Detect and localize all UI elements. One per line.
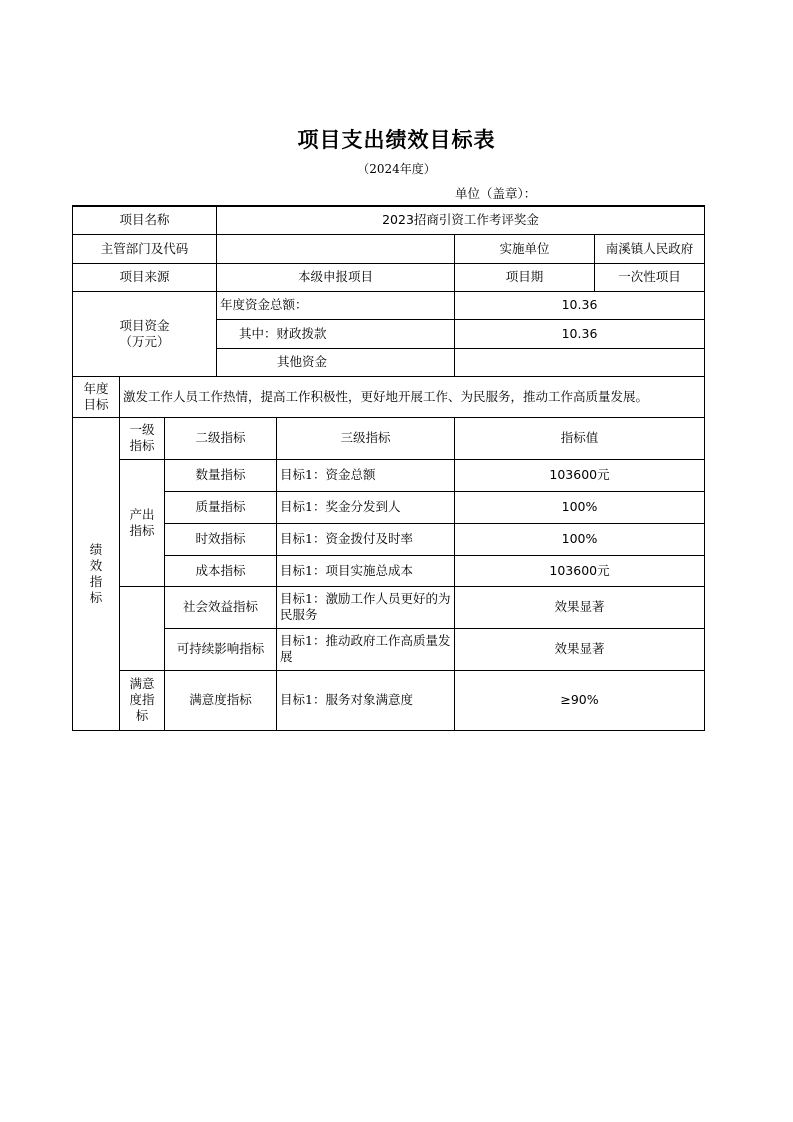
header-level1	[120, 417, 165, 459]
effect-row-level2: 可持续影响指标	[165, 628, 277, 670]
header-level1-line1: 一级	[129, 422, 155, 437]
output-row-value: 100%	[455, 523, 705, 555]
funds-other-label: 其他资金	[217, 348, 455, 376]
funds-label	[73, 291, 217, 376]
effect-indicators-label	[120, 586, 165, 670]
funds-other-value	[455, 348, 705, 376]
project-name-label: 项目名称	[73, 206, 217, 234]
source-value: 本级申报项目	[217, 263, 455, 291]
output-row-level3: 目标1：资金总额	[277, 459, 455, 491]
output-row-value: 103600元	[455, 555, 705, 586]
funds-total-label: 年度资金总额：	[217, 291, 455, 319]
satisfaction-label-line: 满意	[129, 676, 155, 691]
output-row-level2: 数量指标	[165, 459, 277, 491]
funds-label-line1: 项目资金	[119, 317, 170, 333]
satisfaction-row-level3: 目标1：服务对象满意度	[277, 670, 455, 730]
annual-goal-label	[73, 376, 120, 417]
project-name-value: 2023招商引资工作考评奖金	[217, 206, 705, 234]
output-label-line1: 产出	[129, 506, 155, 522]
funds-fiscal-label: 其中：财政拨款	[217, 319, 455, 348]
side-label-char: 效	[89, 557, 103, 573]
output-label-line2: 指标	[129, 522, 155, 538]
output-row-level3: 目标1：资金拨付及时率	[277, 523, 455, 555]
source-label: 项目来源	[73, 263, 217, 291]
period-value: 一次性项目	[595, 263, 705, 291]
period-label: 项目期	[455, 263, 595, 291]
output-row-level2: 质量指标	[165, 491, 277, 523]
side-label-char: 标	[89, 589, 103, 605]
effect-row-value: 效果显著	[455, 586, 705, 628]
header-value: 指标值	[455, 417, 705, 459]
effect-row-value: 效果显著	[455, 628, 705, 670]
output-row-value: 103600元	[455, 459, 705, 491]
side-label-char: 绩	[89, 541, 103, 557]
output-row-level3: 目标1：奖金分发到人	[277, 491, 455, 523]
page-title: 项目支出绩效目标表	[297, 127, 496, 152]
impl-unit-value: 南溪镇人民政府	[595, 234, 705, 263]
page-subtitle: （2024年度）	[357, 162, 436, 176]
performance-indicators-label	[73, 417, 120, 730]
side-label-char: 指	[89, 573, 103, 589]
dept-value	[217, 234, 455, 263]
satisfaction-label-line: 标	[135, 708, 149, 723]
header-level3: 三级指标	[277, 417, 455, 459]
output-row-level2: 成本指标	[165, 555, 277, 586]
funds-label-line2: （万元）	[119, 333, 170, 349]
funds-fiscal-value: 10.36	[455, 319, 705, 348]
header-level2: 二级指标	[165, 417, 277, 459]
annual-goal-label-line1: 年度	[83, 380, 109, 396]
satisfaction-label-line: 度指	[129, 692, 155, 707]
header-level1-line2: 指标	[129, 438, 155, 453]
effect-row-level2: 社会效益指标	[165, 586, 277, 628]
output-row-level2: 时效指标	[165, 523, 277, 555]
annual-goal-text: 激发工作人员工作热情，提高工作积极性，更好地开展工作、为民服务，推动工作高质量发展。	[120, 376, 705, 417]
dept-label: 主管部门及代码	[73, 234, 217, 263]
output-row-value: 100%	[455, 491, 705, 523]
annual-goal-label-line2: 目标	[83, 396, 109, 412]
performance-table	[72, 205, 705, 731]
satisfaction-row-level2: 满意度指标	[165, 670, 277, 730]
effect-row-level3: 目标1：激励工作人员更好的为民服务	[277, 586, 455, 628]
satisfaction-row-value: ≥90%	[455, 670, 705, 730]
unit-seal-label: 单位（盖章）：	[455, 186, 537, 201]
satisfaction-indicators-label	[120, 670, 165, 730]
impl-unit-label: 实施单位	[455, 234, 595, 263]
funds-total-value: 10.36	[455, 291, 705, 319]
output-indicators-label	[120, 459, 165, 586]
output-row-level3: 目标1：项目实施总成本	[277, 555, 455, 586]
effect-row-level3: 目标1：推动政府工作高质量发展	[277, 628, 455, 670]
